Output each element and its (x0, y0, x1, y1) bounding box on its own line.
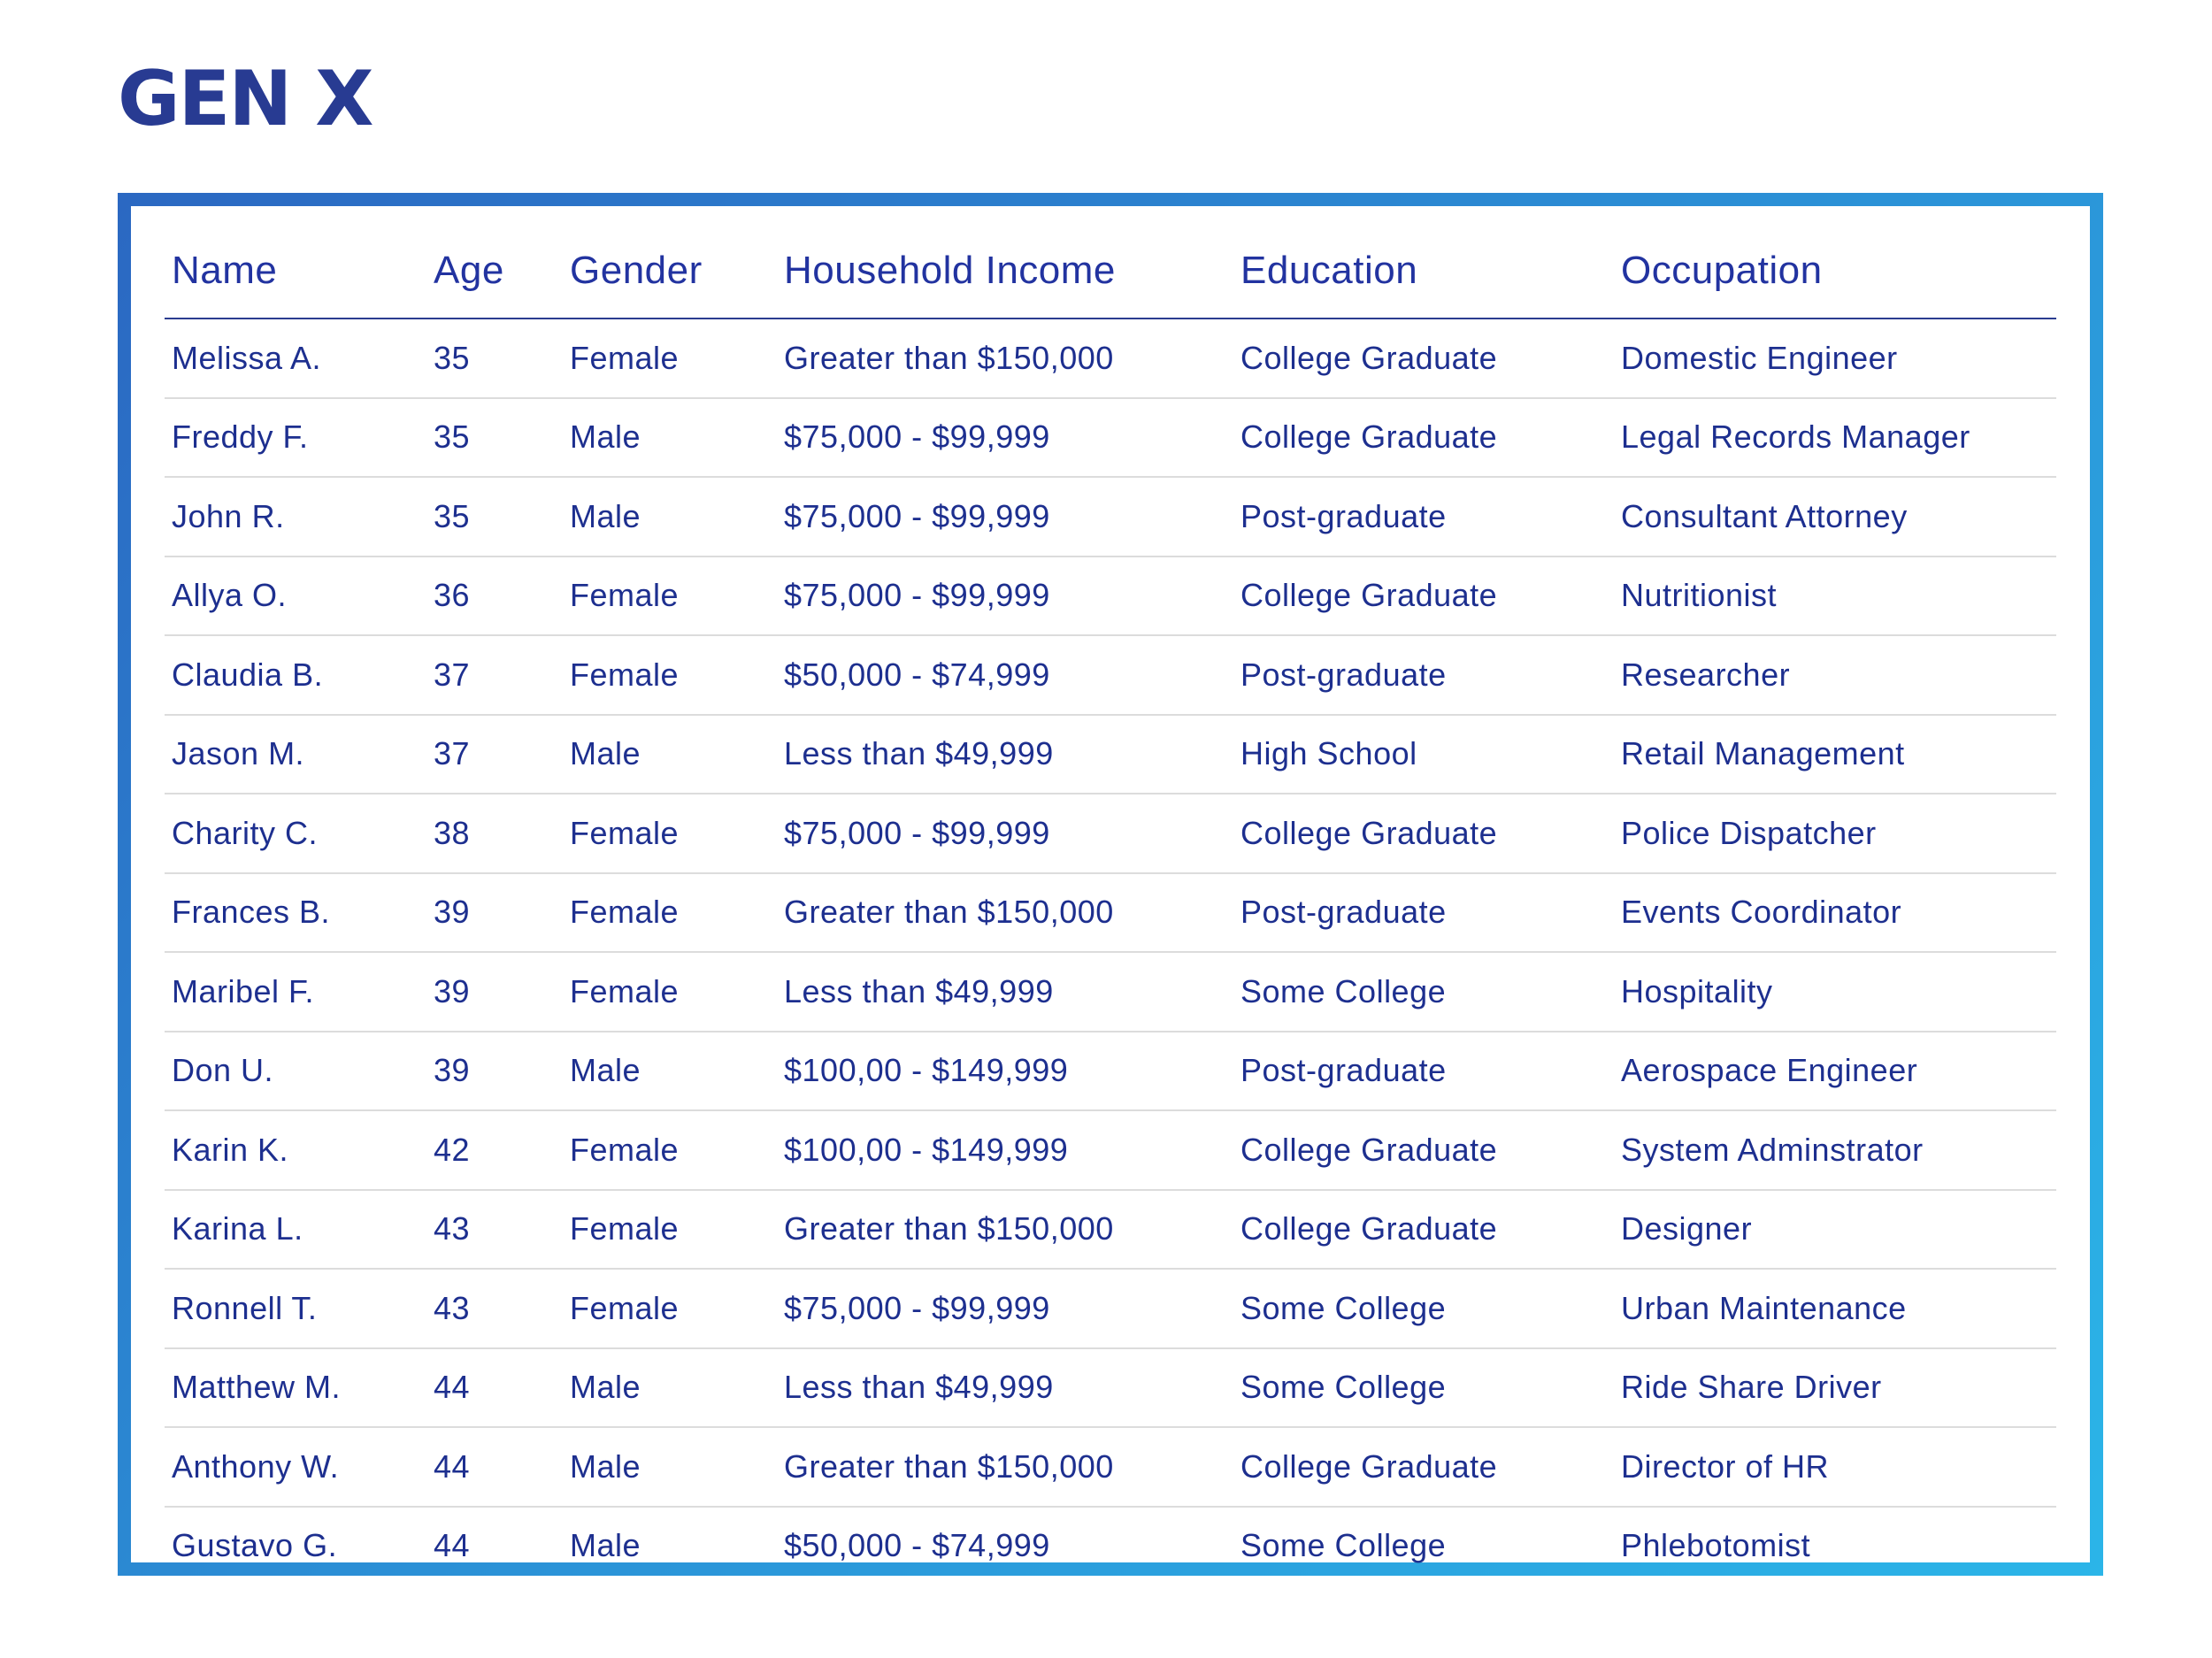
cell-gender: Male (563, 1427, 777, 1507)
cell-occupation: Consultant Attorney (1614, 477, 2056, 557)
cell-household-income: Less than $49,999 (777, 715, 1233, 794)
cell-occupation: Urban Maintenance (1614, 1269, 2056, 1348)
table-row (165, 557, 2056, 636)
cell-gender: Male (563, 715, 777, 794)
cell-occupation: System Adminstrator (1614, 1110, 2056, 1190)
table-panel (131, 206, 2090, 1562)
table-header-row (165, 224, 2056, 319)
table-frame (118, 193, 2103, 1576)
cell-education: College Graduate (1233, 1110, 1614, 1190)
cell-occupation: Director of HR (1614, 1427, 2056, 1507)
cell-name: Karin K. (165, 1110, 426, 1190)
cell-household-income: $75,000 - $99,999 (777, 477, 1233, 557)
cell-household-income: $75,000 - $99,999 (777, 398, 1233, 478)
cell-gender: Male (570, 1527, 641, 1564)
table-row (165, 1032, 2056, 1111)
cell-age: 35 (426, 398, 563, 478)
cell-name: Karina L. (165, 1190, 426, 1270)
cell-education: High School (1233, 715, 1614, 794)
cell-household-income: Greater than $150,000 (777, 1427, 1233, 1507)
table-row (165, 1427, 2056, 1507)
table-row (165, 794, 2056, 873)
cell-household-income: $50,000 - $74,999 (777, 635, 1233, 715)
cell-occupation: Domestic Engineer (1614, 319, 2056, 398)
column-header-education: Education (1233, 224, 1614, 319)
cell-age: 43 (426, 1269, 563, 1348)
cell-gender: Female (563, 1190, 777, 1270)
cell-age: 36 (426, 557, 563, 636)
cell-education: Some College (1233, 1348, 1614, 1428)
cell-education: College Graduate (1233, 398, 1614, 478)
table-row (165, 1110, 2056, 1190)
cell-gender: Male (563, 1348, 777, 1428)
cell-occupation: Hospitality (1614, 952, 2056, 1032)
cell-household-income: $50,000 - $74,999 (784, 1527, 1050, 1564)
cell-name: Maribel F. (165, 952, 426, 1032)
cell-household-income: Greater than $150,000 (777, 319, 1233, 398)
cell-household-income: $75,000 - $99,999 (777, 1269, 1233, 1348)
cell-name: Matthew M. (165, 1348, 426, 1428)
table-row (165, 952, 2056, 1032)
cell-education: Post-graduate (1233, 1032, 1614, 1111)
column-header-occupation: Occupation (1614, 224, 2056, 319)
cell-gender: Male (563, 1032, 777, 1111)
cell-occupation: Aerospace Engineer (1614, 1032, 2056, 1111)
table-row (165, 1190, 2056, 1270)
cell-age: 37 (426, 715, 563, 794)
cell-name: Jason M. (165, 715, 426, 794)
cell-education: College Graduate (1233, 557, 1614, 636)
cell-age: 39 (426, 952, 563, 1032)
cell-name: Don U. (165, 1032, 426, 1111)
cell-occupation: Events Coordinator (1614, 873, 2056, 953)
cell-gender: Female (563, 557, 777, 636)
cell-name: Allya O. (165, 557, 426, 636)
column-header-gender: Gender (563, 224, 777, 319)
cell-education: Post-graduate (1233, 635, 1614, 715)
cell-education: College Graduate (1233, 1190, 1614, 1270)
cell-age: 42 (426, 1110, 563, 1190)
cell-education: Some College (1233, 952, 1614, 1032)
cell-gender: Female (563, 319, 777, 398)
cell-gender: Female (563, 952, 777, 1032)
cell-occupation: Nutritionist (1614, 557, 2056, 636)
cell-age: 39 (426, 873, 563, 953)
cell-household-income: $100,00 - $149,999 (777, 1110, 1233, 1190)
cell-name: Melissa A. (165, 319, 426, 398)
cell-age: 44 (434, 1527, 471, 1564)
cell-education: Post-graduate (1233, 477, 1614, 557)
table-body (165, 319, 2056, 1585)
cell-gender: Male (563, 477, 777, 557)
table-row (165, 715, 2056, 794)
table-row (165, 873, 2056, 953)
cell-household-income: $100,00 - $149,999 (777, 1032, 1233, 1111)
cell-education: College Graduate (1233, 1427, 1614, 1507)
cell-household-income: $75,000 - $99,999 (777, 794, 1233, 873)
cell-occupation: Retail Management (1614, 715, 2056, 794)
cell-age: 44 (426, 1427, 563, 1507)
table-row (165, 398, 2056, 478)
cell-household-income: Less than $49,999 (777, 1348, 1233, 1428)
cell-household-income: $75,000 - $99,999 (777, 557, 1233, 636)
cell-education: College Graduate (1233, 319, 1614, 398)
cell-name: Frances B. (165, 873, 426, 953)
cell-name: Charity C. (165, 794, 426, 873)
cell-household-income: Less than $49,999 (777, 952, 1233, 1032)
cell-age: 35 (426, 477, 563, 557)
cell-gender: Female (563, 635, 777, 715)
cell-occupation: Police Dispatcher (1614, 794, 2056, 873)
cell-name: John R. (165, 477, 426, 557)
respondents-table (165, 224, 2056, 1585)
table-row (165, 477, 2056, 557)
cell-education: Some College (1240, 1527, 1447, 1564)
cell-age: 43 (426, 1190, 563, 1270)
page-title: GEN X (118, 55, 373, 143)
cell-occupation: Phlebotomist (1621, 1527, 1811, 1564)
column-header-age: Age (426, 224, 563, 319)
cell-age: 35 (426, 319, 563, 398)
cell-gender: Female (563, 1269, 777, 1348)
table-row (165, 1269, 2056, 1348)
cell-age: 38 (426, 794, 563, 873)
cell-occupation: Ride Share Driver (1614, 1348, 2056, 1428)
table-row (165, 635, 2056, 715)
cell-age: 44 (426, 1348, 563, 1428)
cell-name: Claudia B. (165, 635, 426, 715)
cell-age: 39 (426, 1032, 563, 1111)
cell-household-income: Greater than $150,000 (777, 1190, 1233, 1270)
cell-occupation: Researcher (1614, 635, 2056, 715)
cell-occupation: Designer (1614, 1190, 2056, 1270)
cell-education: Post-graduate (1233, 873, 1614, 953)
cell-education: College Graduate (1233, 794, 1614, 873)
cell-gender: Female (563, 873, 777, 953)
table-row (165, 1507, 2056, 1585)
cell-gender: Female (563, 1110, 777, 1190)
cell-age: 37 (426, 635, 563, 715)
column-header-name: Name (165, 224, 426, 319)
cell-occupation: Legal Records Manager (1614, 398, 2056, 478)
cell-name: Ronnell T. (165, 1269, 426, 1348)
cell-gender: Female (563, 794, 777, 873)
cell-household-income: Greater than $150,000 (777, 873, 1233, 953)
cell-name: Gustavo G. (172, 1527, 338, 1564)
cell-name: Anthony W. (165, 1427, 426, 1507)
column-header-household-income: Household Income (777, 224, 1233, 319)
table-row (165, 319, 2056, 398)
table-row (165, 1348, 2056, 1428)
cell-name: Freddy F. (165, 398, 426, 478)
cell-gender: Male (563, 398, 777, 478)
cell-education: Some College (1233, 1269, 1614, 1348)
